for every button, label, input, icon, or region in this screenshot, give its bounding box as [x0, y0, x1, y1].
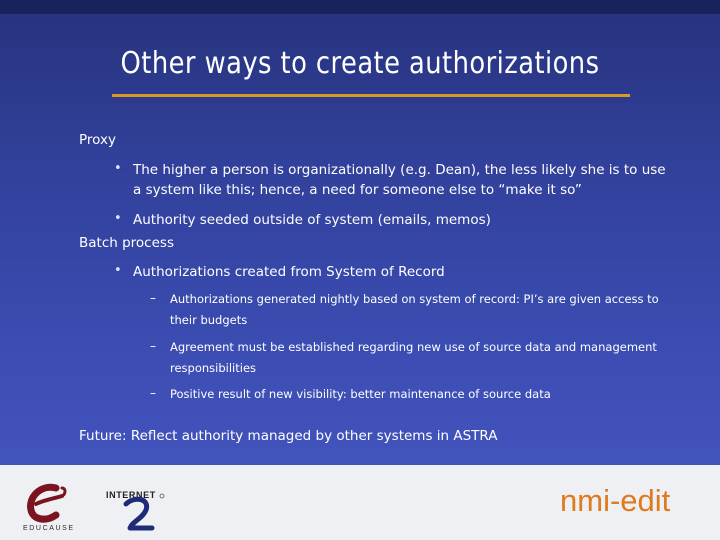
- bullet-icon: •: [114, 161, 122, 176]
- bullet-text: Authorizations created from System of Record: [133, 264, 445, 280]
- subbullet-text: Agreement must be established regarding new use of source data and management responsibilities: [170, 340, 657, 375]
- bullet-text: Authority seeded outside of system (emails, memos): [133, 212, 491, 228]
- educause-logo: [22, 482, 92, 532]
- slide-title: Other ways to create authorizations: [120, 46, 600, 81]
- bullet-item: [114, 262, 674, 282]
- heading-future: Future: Reflect authority managed by other systems in ASTRA: [79, 428, 498, 444]
- heading-proxy: Proxy: [79, 132, 116, 148]
- subbullet-text: Positive result of new visibility: better maintenance of source data: [170, 387, 551, 401]
- bullet-icon: •: [114, 211, 122, 226]
- educause-wordmark: EDUCAUSE: [23, 525, 75, 532]
- dash-icon: –: [150, 339, 156, 353]
- bullet-text: The higher a person is organizationally (e.g. Dean), the less likely she is to use a system like this; hence, a need for someone else to “make it so”: [133, 162, 666, 198]
- nmi-edit-logo: nmi-edit: [560, 483, 671, 518]
- subbullet-item: [150, 289, 670, 331]
- heading-batch-process: Batch process: [79, 235, 174, 251]
- internet2-logo: [104, 482, 174, 532]
- dash-icon: –: [150, 386, 156, 400]
- subbullet-item: [150, 337, 670, 379]
- bullet-item: [114, 160, 674, 200]
- bullet-icon: •: [114, 263, 122, 278]
- internet2-wordmark: INTERNET: [106, 490, 156, 500]
- bullet-item: [114, 210, 674, 230]
- dash-icon: –: [150, 291, 156, 305]
- subbullet-item: [150, 384, 670, 405]
- subbullet-text: Authorizations generated nightly based on system of record: PI’s are given access to their budgets: [170, 292, 659, 327]
